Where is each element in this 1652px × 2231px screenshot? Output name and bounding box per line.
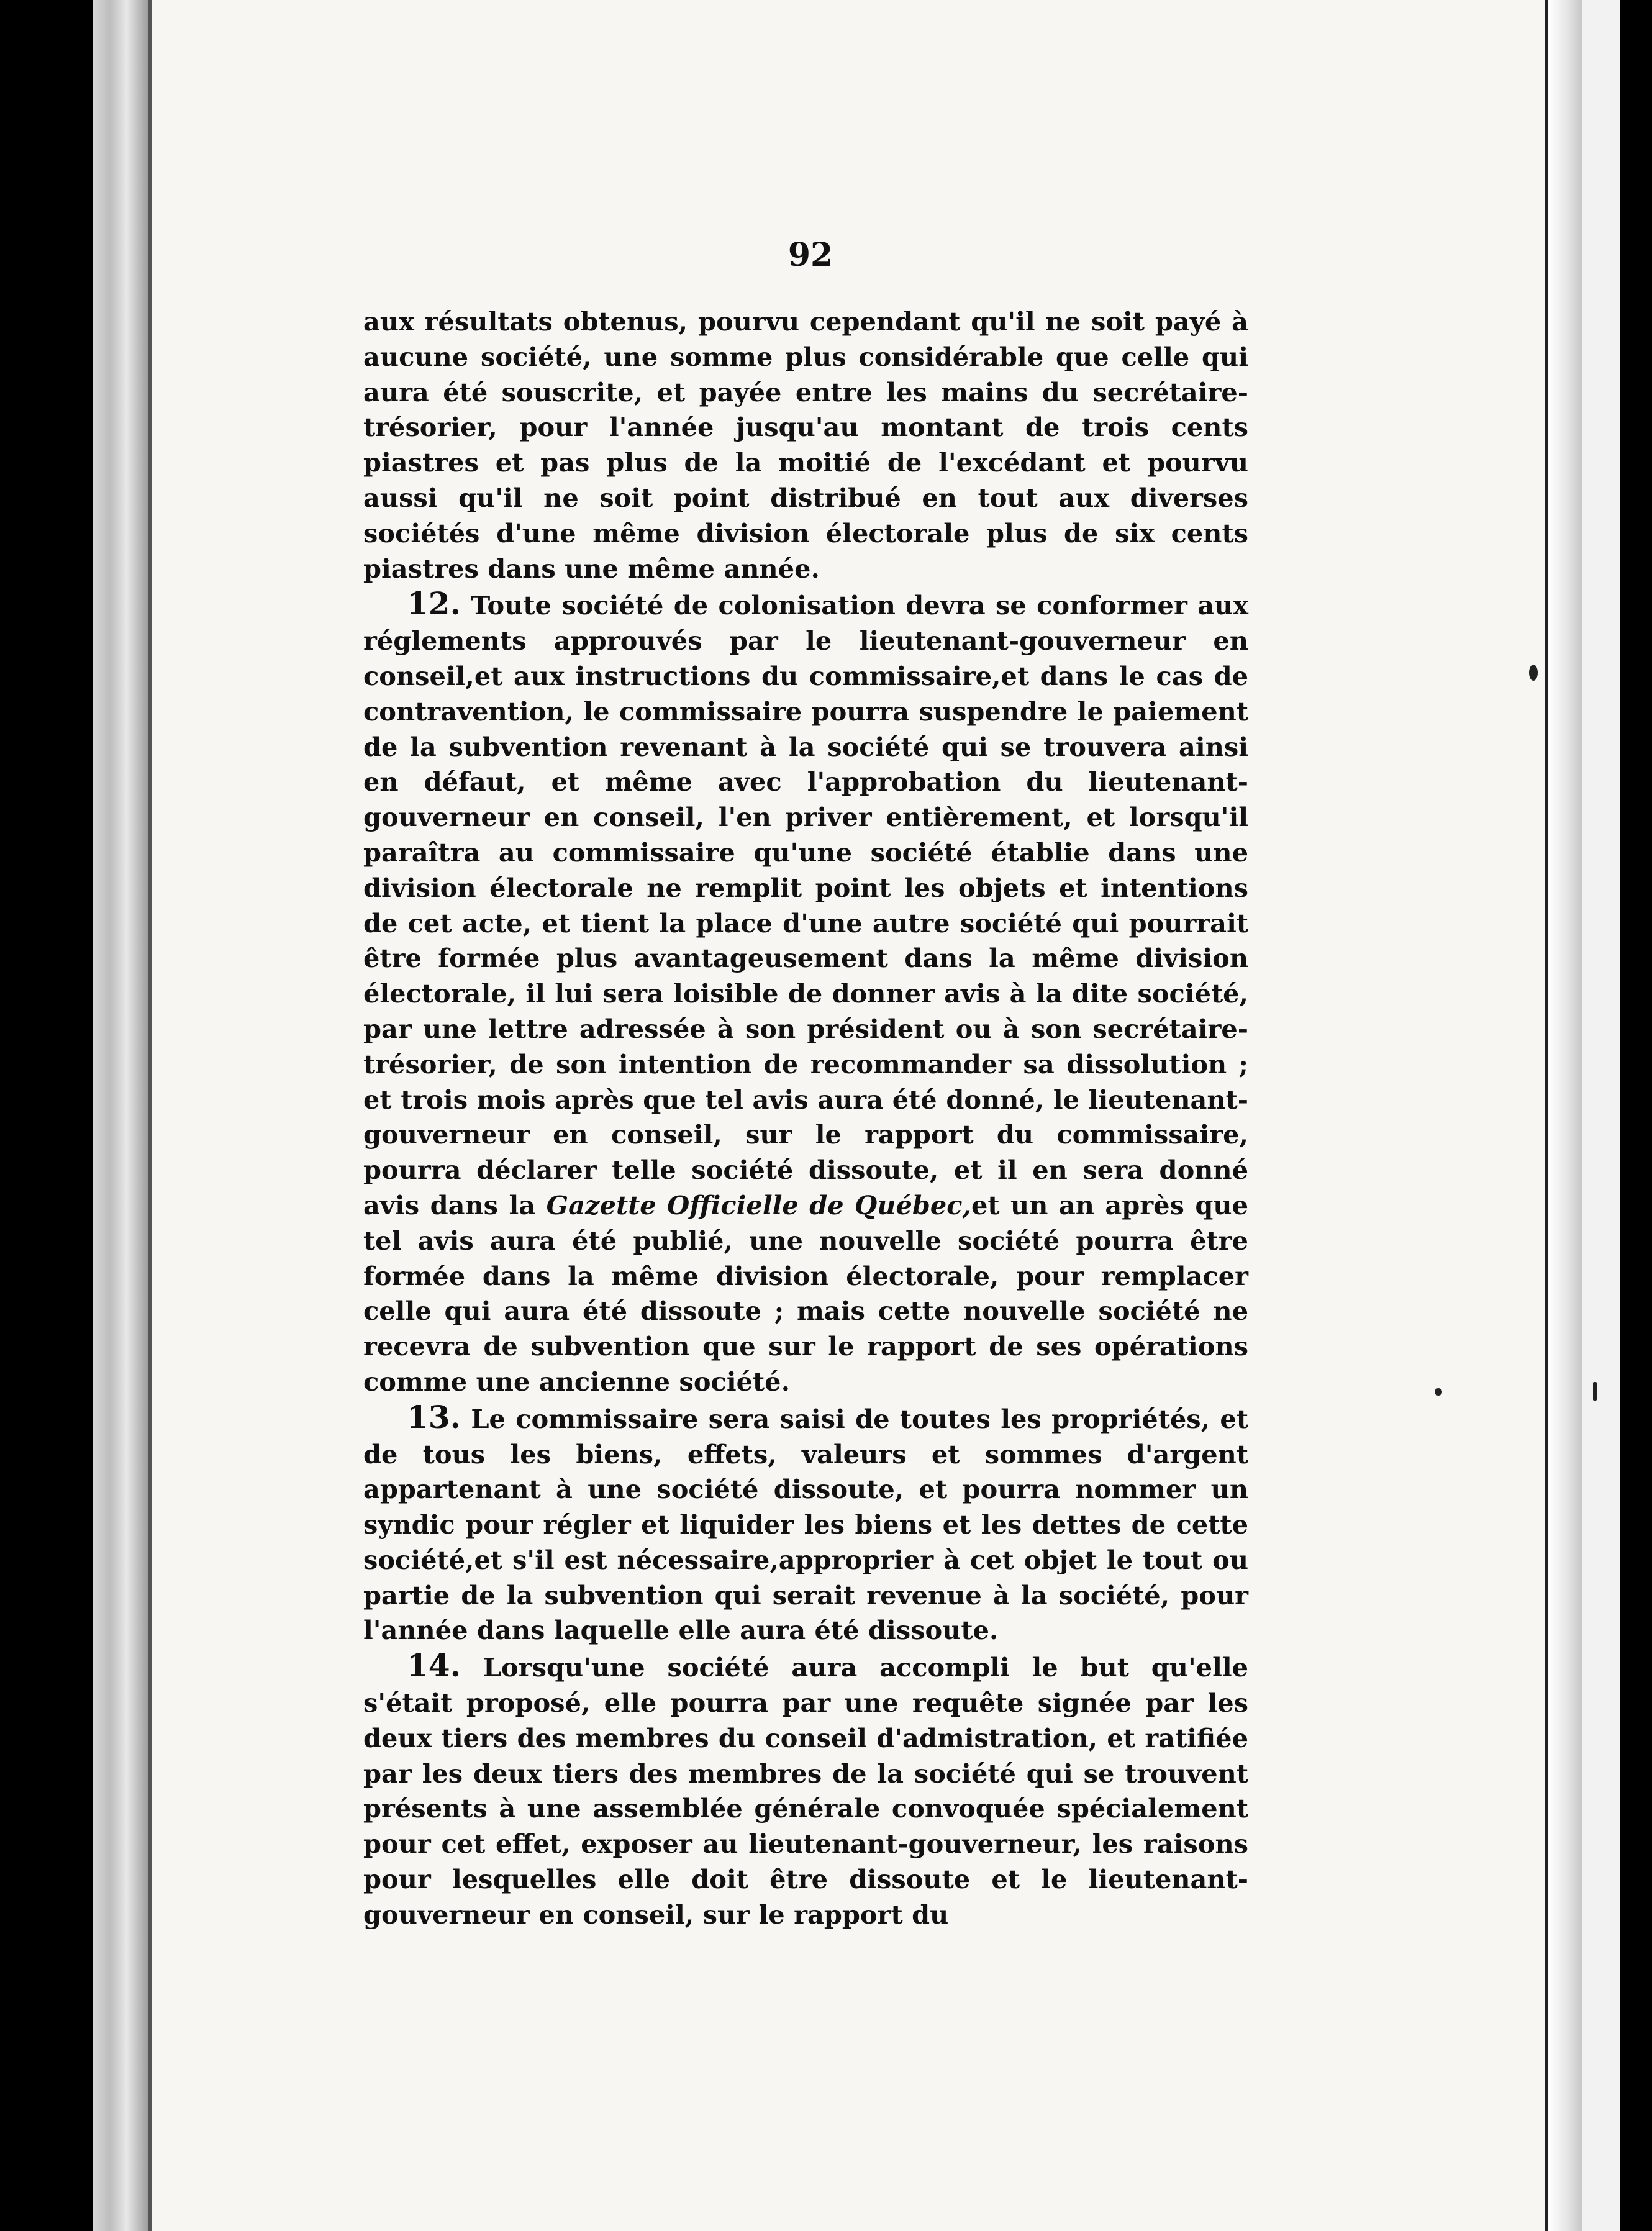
gazette-title: Gazette Officielle de Québec, bbox=[546, 1189, 971, 1220]
paragraph-section-12 bbox=[363, 586, 1248, 1399]
section-number: 14. bbox=[407, 1647, 461, 1684]
section-number: 13. bbox=[407, 1398, 461, 1435]
page-number: 92 bbox=[787, 236, 833, 274]
paragraph-text: Lorsqu'une société aura accompli le but qu'elle s'était proposé, elle pourra par une requête signée par les deux tiers des membres du conseil d'admistration, et ratifiée par les deux tiers des membres de la société qui se trouvent présents à une assemblée générale convoquée spécialement pour cet effet, exposer au lieutenant-gouverneur, les raisons pour lesquelles elle doit être dissoute et le lieutenant-gouverneur en conseil, sur le rapport du bbox=[363, 1652, 1248, 1930]
scan-speck bbox=[1435, 1388, 1442, 1396]
scan-speck bbox=[1593, 1382, 1597, 1401]
paragraph-section-13 bbox=[363, 1400, 1248, 1649]
body-text bbox=[363, 304, 1248, 1933]
section-number: 12. bbox=[407, 585, 461, 622]
next-page-strip bbox=[1582, 0, 1620, 2231]
paragraph-continuation bbox=[363, 304, 1248, 586]
paragraph-text: aux résultats obtenus, pourvu cependant qu'il ne soit payé à aucune société, une somme plus considérable que celle qui aura été souscrite, et payée entre les mains du secrétaire-trésorier, pour l'année jusqu'au montant de trois cents piastres et pas plus de la moitié de l'excédant et pourvu aussi qu'il ne soit point distribué en tout aux diverses sociétés d'une même division électorale plus de six cents piastres dans une même année. bbox=[363, 306, 1248, 584]
scan-speck bbox=[1529, 665, 1538, 681]
paragraph-section-14 bbox=[363, 1648, 1248, 1932]
book-binding-edge bbox=[93, 0, 149, 2231]
paragraph-text: Toute société de colonisation devra se conformer aux réglements approuvés par le lieutenant-gouverneur en conseil,et aux instructions du commissaire,et dans le cas de contravention, le commissaire pourra suspendre le paiement de la subvention revenant à la société qui se trouvera ainsi en défaut, et même avec l'approbation du lieutenant-gouverneur en conseil, l'en priver entièrement, et lorsqu'il paraîtra au commissaire qu'une société établie dans une division électorale ne remplit point les objets et intentions de cet acte, et tient la place d'une autre société qui pourrait être formée plus avantageusement dans la même division électorale, il lui sera loisible de donner avis à la dite société, par une lettre adressée à son président ou à son secrétaire-trésorier, de son intention de recommander sa dissolution ; et trois mois après que tel avis aura été donné, le lieutenant-gouverneur en conseil, sur le rapport du commissaire, pourra déclarer telle société dissoute, et il en sera donné avis dans la bbox=[363, 590, 1249, 1220]
page-right-edge bbox=[1545, 0, 1586, 2231]
paragraph-text: Le commissaire sera saisi de toutes les propriétés, et de tous les biens, effets, valeurs et sommes d'argent appartenant à une société dissoute, et pourra nommer un syndic pour régler et liquider les biens et les dettes de cette société,et s'il est nécessaire,approprier à cet objet le tout ou partie de la subvention qui serait revenue à la société, pour l'année dans laquelle elle aura été dissoute. bbox=[363, 1403, 1248, 1646]
paragraph-text-after: et un an après que tel avis aura été publié, une nouvelle société pourra être formée dans la même division électorale, pour remplacer celle qui aura été dissoute ; mais cette nouvelle société ne recevra de subvention que sur le rapport de ses opérations comme une ancienne société. bbox=[363, 1189, 1248, 1397]
